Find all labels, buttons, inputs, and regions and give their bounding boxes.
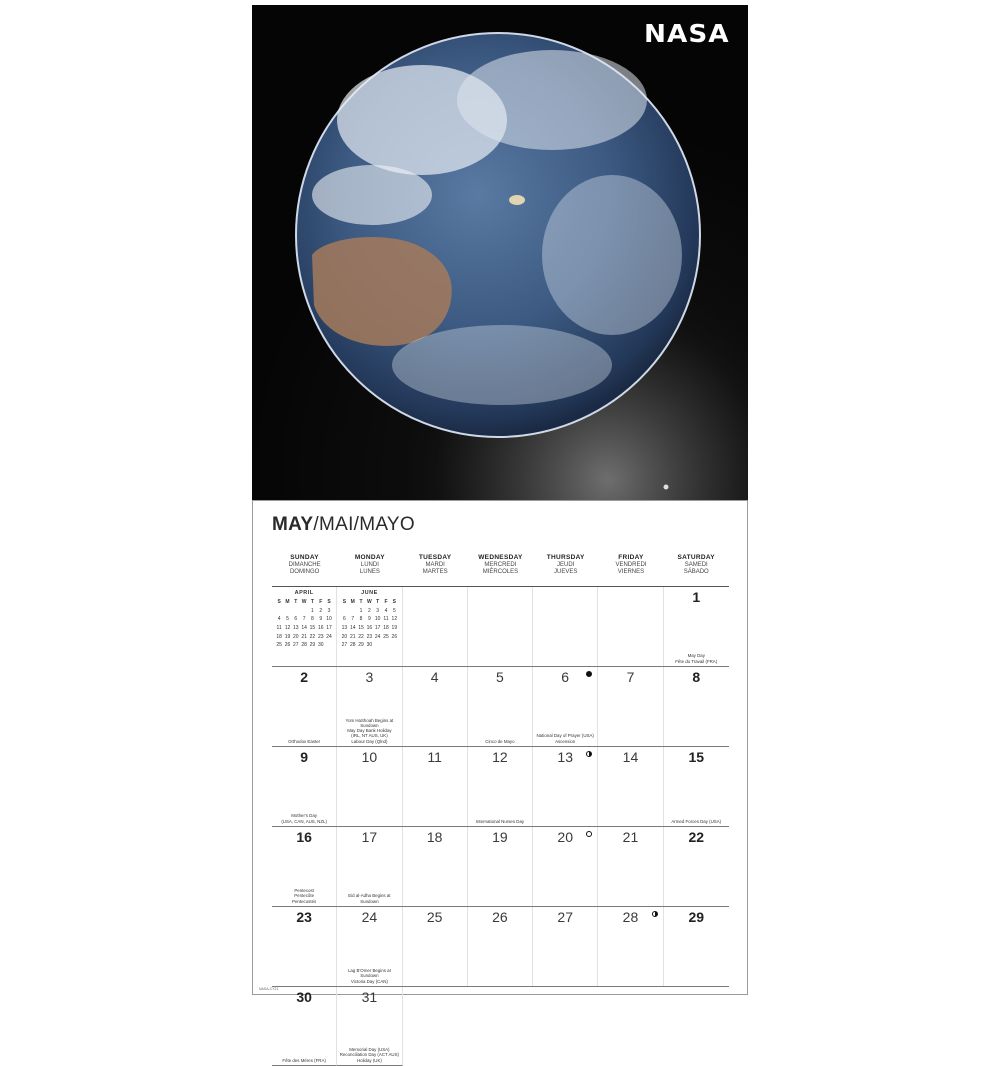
day-cell [468,827,533,906]
mini-calendar-date: 24 [374,633,381,640]
mini-calendar-date: 12 [391,616,398,623]
mini-calendar-date: 1 [311,607,314,614]
mini-calendar-date: 16 [366,625,373,632]
mini-calendar-date: 19 [391,625,398,632]
mini-calendar-date: 20 [341,633,348,640]
calendar-week [272,987,729,1066]
mini-calendar-date: 7 [302,616,306,623]
day-number: 25 [426,909,443,925]
calendar-page [252,500,748,1063]
mini-calendar-date: 5 [392,607,396,614]
day-cell [468,587,533,666]
day-cell [403,587,468,666]
month-name-en: MAY [272,514,314,535]
mini-calendar-date: 19 [284,633,291,640]
mini-calendar-date: 29 [358,642,364,649]
day-cell [598,667,663,746]
day-number: 30 [296,989,312,1005]
holiday-note: Orthodox Easter [288,738,321,744]
mini-calendar-date: 27 [293,642,299,649]
holiday-note: Mother's Day (USA, CAN, AUS, NZL) [281,813,327,824]
holiday-note: Yom HaShoah Begins at Sundown May Day Bank Holiday (IRL, NT AUS, UK) Labour Day (Qlnd) [345,717,394,744]
mini-calendar-date: 4 [277,616,281,623]
nasa-logo: NASA [644,19,731,48]
mini-calendar-date: 17 [326,625,332,632]
calendar-week [272,907,729,987]
day-cell [598,747,663,826]
day-cell [403,907,468,986]
mini-calendar-date: 21 [349,633,356,640]
day-cell [664,587,729,666]
weekday-friday [598,554,663,586]
day-number: 17 [361,829,378,845]
day-cell [533,827,598,906]
weekday-label-fr: JEUDI [557,561,575,568]
mini-calendar-day-header: S [392,599,396,606]
mini-calendar-title: APRIL [294,590,314,596]
mini-calendar-title: JUNE [361,590,378,596]
month-name-fr: /MAI [313,514,354,535]
day-number: 4 [430,669,439,685]
day-number: 31 [361,989,378,1005]
mini-calendar-day-header: S [277,599,281,606]
mini-calendar-date: 14 [349,625,356,632]
mini-calendar-date: 4 [384,607,388,614]
mini-calendar-day-header: T [376,599,380,606]
day-number: 2 [300,669,309,685]
day-cell [468,987,533,1066]
day-cell [272,827,337,906]
day-number: 14 [622,749,639,765]
day-number: 21 [622,829,639,845]
mini-calendar-date: 9 [319,616,323,623]
day-cell [468,907,533,986]
mini-calendar-date: 30 [366,642,373,649]
mini-calendar-day-header: S [342,599,347,606]
weekday-tuesday [403,554,468,586]
day-cell [664,827,729,906]
day-number: 5 [496,669,504,685]
weekday-label-es: VIERNES [617,569,645,575]
day-number: 10 [361,749,378,765]
day-number: 8 [692,669,701,685]
mini-calendar-date: 11 [276,625,282,632]
mini-calendar-date: 10 [326,616,332,623]
mini-calendar-day-header: T [310,599,314,606]
holiday-note: National Day of Prayer (USA) Ascension [536,733,594,744]
mini-calendar-day-header: M [285,599,290,606]
day-cell [403,827,468,906]
day-number: 1 [692,589,701,605]
mini-calendar-date [349,607,357,616]
mini-calendar-date: 23 [317,633,324,640]
weekday-saturday [664,554,729,586]
day-cell [598,907,663,986]
mini-calendar-date: 1 [359,607,363,614]
day-cell [533,907,598,986]
mini-calendar-date: 13 [293,625,299,632]
holiday-note: Eid al-Adha Begins at Sundown [348,893,391,904]
weekday-label-es: SÁBADO [683,569,709,575]
calendar-grid [272,554,729,1066]
mini-calendar-date: 11 [383,616,389,623]
weekday-label-es: MIÉRCOLES [482,569,519,575]
holiday-note: Fête des Mères (FRA) [282,1057,326,1063]
day-number: 26 [492,909,508,925]
mini-calendar-date: 28 [301,642,307,649]
mini-calendar-date: 25 [276,642,282,649]
day-cell [337,987,402,1066]
weekday-label-es: JUEVES [554,569,578,575]
day-cell [533,747,598,826]
day-cell [337,907,402,986]
mini-calendar-date: 3 [327,607,331,614]
day-number: 24 [361,909,378,925]
mini-calendar-date: 6 [343,616,346,623]
day-cell [664,667,729,746]
mini-calendar-date: 14 [301,625,307,632]
mini-calendar-date: 21 [301,633,307,640]
mini-calendar-date: 3 [376,607,380,614]
calendar-week [272,827,729,907]
mini-calendar-date: 2 [367,607,371,614]
mini-calendar-date: 10 [374,616,381,623]
calendar-week [272,587,729,667]
day-cell [664,907,729,986]
mini-calendar-date: 7 [351,616,355,623]
day-cell [664,987,729,1066]
footer-code: NASA-CY21 [259,987,279,991]
mini-calendar-date: 18 [383,625,389,632]
day-number: 3 [365,669,374,685]
mini-calendar-day-header: M [350,599,355,606]
day-number: 12 [492,749,508,765]
holiday-note: Lag B'Omer Begins at Sundown Victoria Day (CAN) [347,968,391,984]
day-number: 19 [492,829,508,845]
weekday-label-fr: DIMANCHE [288,561,321,568]
calendar-week [272,747,729,827]
mini-calendar-day-header: F [319,599,323,606]
mini-calendar-date [300,607,308,616]
day-number: 13 [557,749,573,765]
weekday-label-en: TUESDAY [418,554,452,561]
mini-calendar-day-header: S [327,599,331,606]
mini-calendar-date [382,641,390,650]
day-cell [337,667,402,746]
mini-calendar-date [390,641,398,650]
weekday-label-es: LUNES [359,569,380,575]
day-cell [403,747,468,826]
mini-calendar-day-header: T [294,599,298,606]
mini-calendar-date: 18 [276,633,282,640]
weekday-label-en: FRIDAY [618,554,644,561]
calendar-photo [252,5,748,500]
weekday-sunday [272,554,337,586]
holiday-note: Cinco de Mayo [485,738,515,744]
mini-calendar-date: 17 [374,625,381,632]
weekday-monday [337,554,402,586]
day-cell [468,747,533,826]
mini-calendar-date: 2 [319,607,323,614]
day-number: 29 [688,909,705,925]
mini-calendar-date: 12 [284,625,291,632]
day-cell [272,987,337,1066]
weekday-label-fr: SAMEDI [684,561,708,568]
day-cell [337,587,402,666]
day-number: 7 [626,669,635,685]
holiday-note: May Day Fête du Travail (FRA) [675,653,718,664]
weekday-label-es: DOMINGO [289,569,320,575]
day-number: 6 [561,669,570,685]
day-number: 15 [688,749,705,765]
holiday-note: International Nurses Day [475,818,525,824]
day-cell [272,587,337,666]
mini-calendar-date: 9 [367,616,371,623]
weekday-label-en: SATURDAY [677,554,715,561]
weekday-label-fr: MARDI [425,561,445,568]
day-number: 20 [557,829,573,845]
mini-calendar-date: 6 [294,616,298,623]
mini-calendar-day-header: T [359,599,363,606]
weekday-label-en: MONDAY [354,554,385,561]
day-cell [533,587,598,666]
mini-calendar-june [340,590,398,650]
earth-image [252,5,748,500]
mini-calendar-date: 16 [317,625,324,632]
mini-calendar-date [325,641,333,650]
day-cell [403,987,468,1066]
holiday-note: Pentecost Pentecôte Pentecostés [292,888,317,904]
day-cell [664,747,729,826]
mini-calendar-date [275,607,283,616]
day-cell [272,907,337,986]
day-cell [468,667,533,746]
calendar-weeks [272,587,729,1066]
mini-calendar-date: 23 [366,633,373,640]
day-cell [403,667,468,746]
day-cell [337,747,402,826]
month-title [272,514,415,536]
mini-calendar-date: 22 [358,633,364,640]
weekday-label-en: SUNDAY [290,554,319,561]
weekday-label-fr: MERCREDI [484,561,517,568]
mini-calendar-date: 25 [383,633,389,640]
mini-calendar-date: 30 [317,642,324,649]
moon-phase-half-icon [652,911,658,917]
mini-calendar-date: 24 [326,633,332,640]
day-cell [337,827,402,906]
weekday-label-fr: LUNDI [360,561,379,568]
mini-calendar-date: 27 [341,642,348,649]
day-cell [533,667,598,746]
day-cell [272,747,337,826]
mini-calendar-date [340,607,348,616]
mini-calendar-date [374,641,382,650]
mini-calendar-day-header: F [384,599,388,606]
mini-calendar-date: 8 [359,616,363,623]
weekday-thursday [533,554,598,586]
calendar-week [272,667,729,747]
mini-calendar-date: 22 [309,633,316,640]
mini-calendar-date: 15 [309,625,316,632]
day-cell [598,987,663,1066]
holiday-note: Armed Forces Day (USA) [671,818,722,824]
day-number: 23 [296,909,312,925]
day-number: 9 [300,749,309,765]
day-number: 27 [557,909,573,925]
weekday-wednesday [468,554,533,586]
weekday-label-fr: VENDREDI [615,561,647,568]
weekday-label-en: THURSDAY [546,554,585,561]
mini-calendar-day-header: W [366,599,372,606]
holiday-note: Memorial Day (USA) Reconciliation Day (ACT AUS) Holiday (UK) [339,1047,399,1063]
mini-calendar-date: 20 [293,633,299,640]
day-cell [272,667,337,746]
day-cell [598,827,663,906]
mini-calendar-day-header: W [301,599,307,606]
mini-calendar-date: 28 [349,642,356,649]
mini-calendar-april [275,590,333,650]
day-number: 18 [426,829,443,845]
day-cell [598,587,663,666]
mini-calendar-date: 26 [284,642,291,649]
weekday-header [272,554,729,587]
mini-calendar-date: 8 [311,616,314,623]
mini-calendar-date: 26 [391,633,398,640]
mini-calendar-date [292,607,300,616]
mini-calendar-date: 29 [309,642,316,649]
weekday-label-en: WEDNESDAY [478,554,523,561]
day-number: 22 [688,829,705,845]
month-name-es: /MAYO [353,514,415,535]
mini-calendar-date [283,607,291,616]
day-number: 11 [427,749,442,765]
weekday-label-es: MARTES [422,569,448,575]
day-number: 28 [622,909,639,925]
mini-calendar-date: 15 [358,625,364,632]
day-cell [533,987,598,1066]
mini-calendar-date: 5 [286,616,289,623]
day-number: 16 [296,829,312,845]
mini-calendar-date: 13 [341,625,348,632]
